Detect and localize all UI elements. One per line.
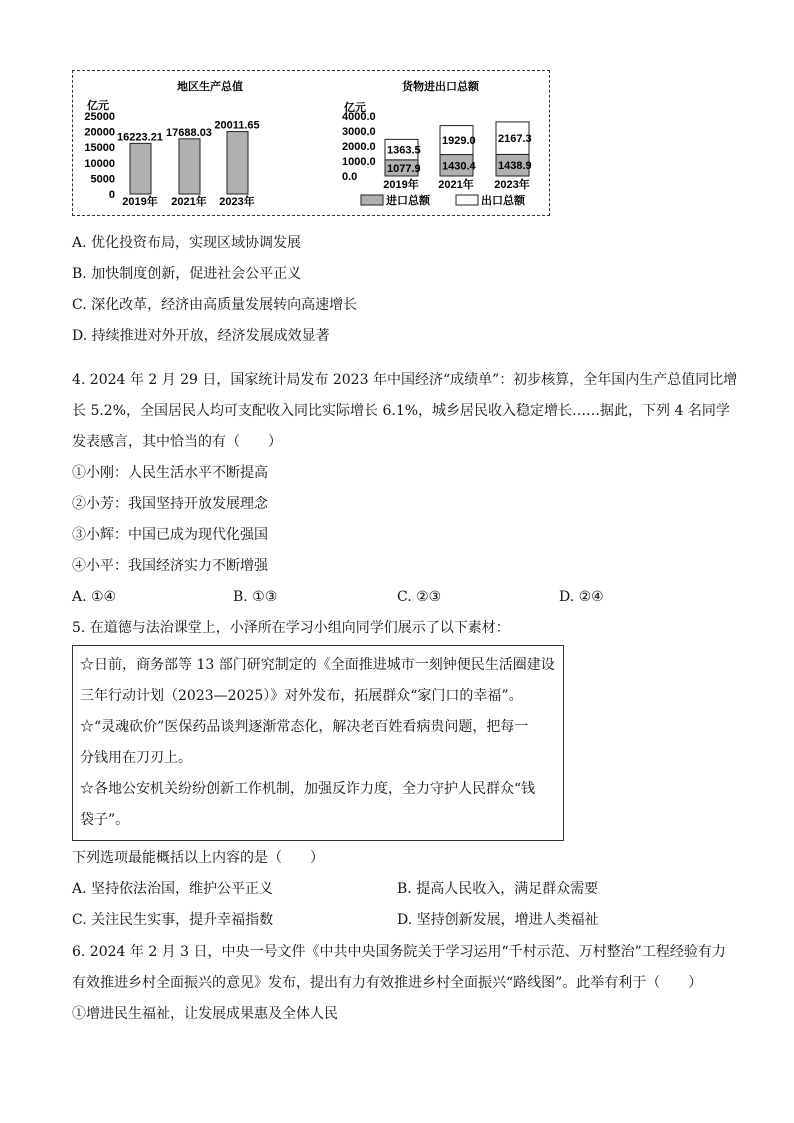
trade-x-tick-label: 2019年 <box>383 179 419 191</box>
gdp-y-tick-label: 10000 <box>84 157 115 170</box>
trade-import-label: 1438.9 <box>498 160 532 173</box>
q4-stem-line-2: 长 5.2%，全国居民人均可支配收入同比实际增长 6.1%，城乡居民收入稳定增长……据此，下列 4 名同学 <box>72 403 730 419</box>
trade-title: 货物进出口总额 <box>402 81 479 93</box>
q3-option-b: B. 加快制度创新，促进社会公平正义 <box>72 266 302 282</box>
gdp-y-tick-label: 25000 <box>84 111 115 123</box>
q5-option-d: D. 坚持创新发展，增进人类福祉 <box>397 912 599 928</box>
gdp-bars <box>117 120 260 208</box>
gdp-x-tick-label: 2021年 <box>171 196 207 208</box>
q5-stem: 5. 在道德与法治课堂上，小泽所在学习小组向同学们展示了以下素材： <box>72 620 510 636</box>
charts-svg <box>72 70 550 216</box>
trade-export-label: 1363.5 <box>387 144 421 157</box>
q5-question: 下列选项最能概括以上内容的是（ ） <box>72 850 324 866</box>
q4-option-b: B. ①③ <box>233 589 278 605</box>
q5-material-line-6: 袋子”。 <box>80 812 130 828</box>
q6-item-1: ①增进民生福祉，让发展成果惠及全体人民 <box>72 1006 338 1022</box>
trade-y-ticks <box>342 111 376 183</box>
q4-stem-line-3: 发表感言，其中恰当的有（ ） <box>72 434 282 450</box>
gdp-unit: 亿元 <box>87 100 109 112</box>
q5-option-a: A. 坚持依法治国，维护公平正义 <box>72 881 274 897</box>
q5-material-line-1: ☆日前，商务部等 13 部门研究制定的《全面推进城市一刻钟便民生活圈建设 <box>80 657 555 673</box>
q4-option-a: A. ①④ <box>72 589 117 605</box>
gdp-data-label: 16223.21 <box>117 131 163 144</box>
q5-material-line-3: ☆“灵魂砍价”医保药品谈判逐渐常态化，解决老百姓看病贵问题，把每一 <box>80 719 529 735</box>
q4-option-d: D. ②④ <box>559 589 604 605</box>
q3-option-c: C. 深化改革，经济由高质量发展转向高速增长 <box>72 297 358 313</box>
legend-export-label: 出口总额 <box>481 195 525 207</box>
trade-y-tick-label: 4000.0 <box>342 111 376 123</box>
q4-item-3: ③小辉：中国已成为现代化强国 <box>72 527 268 543</box>
gdp-x-tick-label: 2019年 <box>122 196 158 208</box>
gdp-y-tick-label: 20000 <box>84 126 115 139</box>
gdp-y-tick-label: 15000 <box>84 142 115 155</box>
gdp-bar <box>179 139 200 194</box>
trade-y-tick-label: 0.0 <box>342 171 358 183</box>
q5-material-line-5: ☆各地公安机关纷纷创新工作机制，加强反诈力度，全力守护人民群众“钱 <box>80 781 536 797</box>
q3-option-a: A. 优化投资布局，实现区域协调发展 <box>72 235 302 251</box>
trade-y-tick-label: 1000.0 <box>342 156 376 168</box>
trade-y-tick-label: 3000.0 <box>342 126 376 138</box>
gdp-bar <box>227 132 248 194</box>
q6-stem-line-2: 有效推进乡村全面振兴的意见》发布，提出有力有效推进乡村全面振兴“路线图”。此举有利于（ ） <box>72 975 703 991</box>
gdp-y-tick-label: 0 <box>108 189 115 201</box>
trade-export-label: 1929.0 <box>442 135 476 148</box>
q4-stem-line-1: 4. 2024 年 2 月 29 日，国家统计局发布 2023 年中国经济“成绩单”：初步核算，全年国内生产总值同比增 <box>72 372 738 388</box>
trade-unit: 亿元 <box>344 102 366 114</box>
q6-stem-line-1: 6. 2024 年 2 月 3 日，中央一号文件《中共中央国务院关于学习运用“千村示范、万村整治”工程经验有力 <box>72 944 726 960</box>
gdp-y-tick-label: 5000 <box>90 173 115 186</box>
q5-material-line-4: 分钱用在刀刃上。 <box>80 750 192 766</box>
q4-item-1: ①小刚：人民生活水平不断提高 <box>72 465 268 481</box>
trade-x-tick-label: 2021年 <box>438 179 474 191</box>
trade-import-label: 1430.4 <box>442 160 476 173</box>
gdp-x-tick-label: 2023年 <box>219 196 255 208</box>
q5-option-c: C. 关注民生实事，提升幸福指数 <box>72 912 274 928</box>
gdp-y-ticks <box>84 111 115 201</box>
trade-export-label: 2167.3 <box>498 133 532 146</box>
q4-option-c: C. ②③ <box>397 589 442 605</box>
trade-y-tick-label: 2000.0 <box>342 141 376 153</box>
gdp-bar <box>130 143 151 194</box>
trade-x-tick-label: 2023年 <box>494 179 530 191</box>
q3-option-d: D. 持续推进对外开放，经济发展成效显著 <box>72 328 330 344</box>
legend-import-label: 进口总额 <box>386 195 430 207</box>
q4-item-4: ④小平：我国经济实力不断增强 <box>72 558 268 574</box>
gdp-title: 地区生产总值 <box>177 81 243 93</box>
trade-import-label: 1077.9 <box>387 162 421 175</box>
gdp-data-label: 20011.65 <box>214 119 260 132</box>
legend-export-swatch <box>456 195 478 205</box>
q4-item-2: ②小芳：我国坚持开放发展理念 <box>72 496 268 512</box>
legend-import-swatch <box>361 195 383 205</box>
trade-bars <box>383 122 531 191</box>
gdp-data-label: 17688.03 <box>166 126 212 139</box>
q5-option-b: B. 提高人民收入，满足群众需要 <box>397 881 599 897</box>
q5-material-line-2: 三年行动计划（2023—2025）》对外发布，拓展群众“家门口的幸福”。 <box>80 688 523 704</box>
